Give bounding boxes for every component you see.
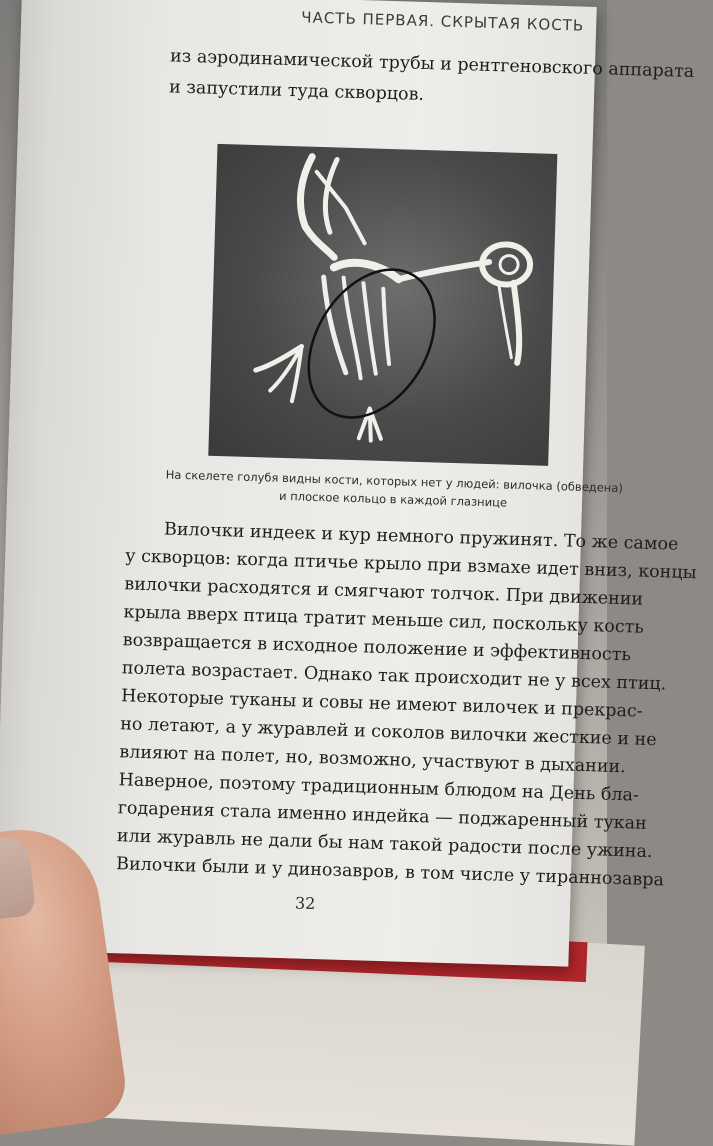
body-line: полета возрастает. Однако так происходит не у всех птиц. [121,658,667,695]
intro-line: из аэродинамической трубы и рентгеновского аппарата [169,46,695,82]
body-line: Наверное, поэтому традиционным блюдом на День бла- [118,770,640,806]
figure-caption-line: На скелете голубя видны кости, которых нет у людей: вилочка (обведена) [165,467,624,496]
body-line: но летают, а у журавлей и соколов вилочки жесткие и не [119,714,657,751]
body-line: или журавль не дали бы нам такой радости после ужина. [116,826,653,863]
intro-line: и запустили туда скворцов. [168,77,425,105]
running-head: ЧАСТЬ ПЕРВАЯ. СКРЫТАЯ КОСТЬ [301,8,585,35]
body-line: годарения стала именно индейка — поджаренный тукан [117,798,648,834]
body-line: Вилочки были и у динозавров, в том числе у тираннозавра [115,854,665,891]
skeleton-figure [208,144,557,466]
body-line: Вилочки индеек и кур немного пружинят. То же самое [163,519,679,555]
figure-caption-line: и плоское кольцо в каждой глазнице [278,488,508,510]
body-line: Некоторые туканы и совы не имеют вилочек и прекрас- [120,686,643,722]
body-line: вилочки расходятся и смягчают толчок. При движении [124,574,644,610]
body-line: влияют на полет, но, возможно, участвуют в дыхании. [119,742,627,778]
body-line: у скворцов: когда птичье крыло при взмахе идет вниз, концы [124,546,697,584]
pigeon-skeleton-icon [208,144,557,466]
body-line: возвращается в исходное положение и эффективность [122,630,632,666]
page-number: 32 [294,893,316,914]
body-line: крыла вверх птица тратит меньше сил, поскольку кость [123,602,645,638]
